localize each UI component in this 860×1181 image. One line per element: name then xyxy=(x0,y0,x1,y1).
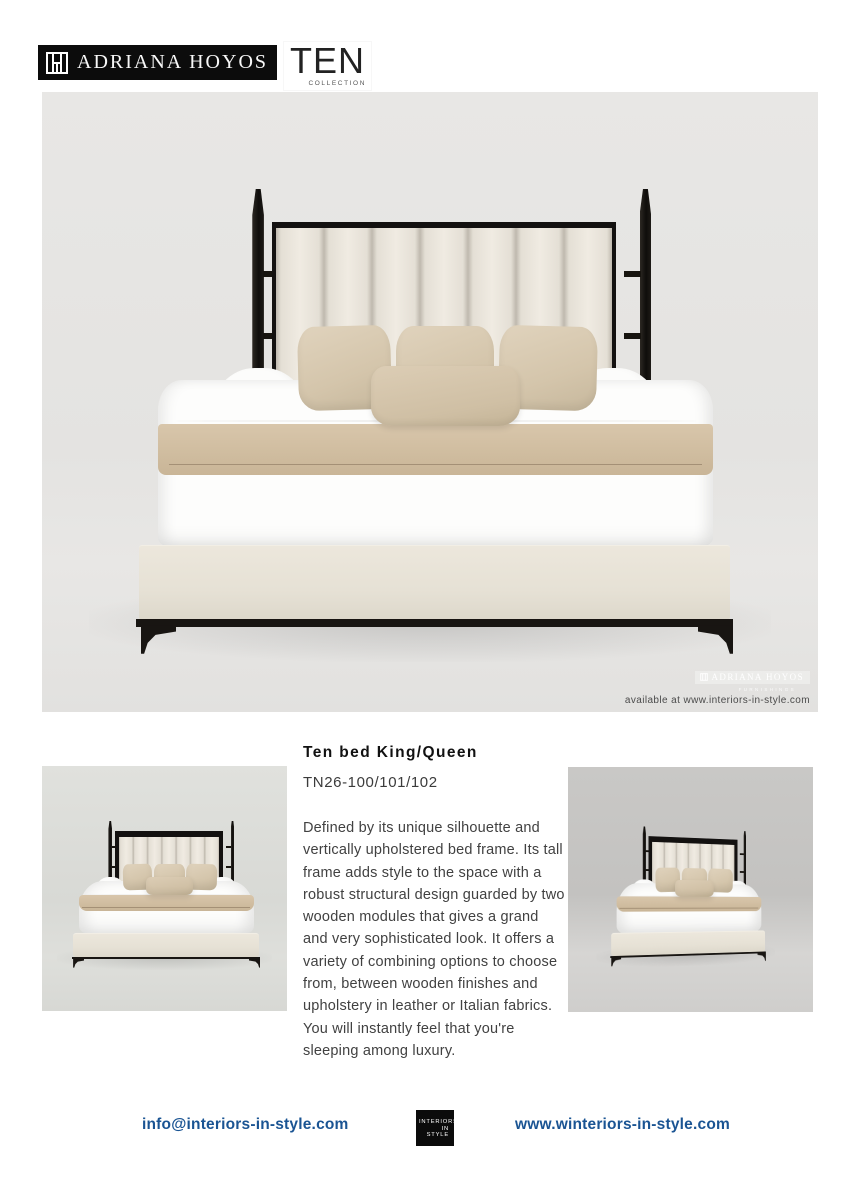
product-photo-front-thumbnail xyxy=(42,766,287,1011)
bed-bracket xyxy=(624,333,641,339)
bed-angle-view-small xyxy=(583,793,786,985)
bed-front-view xyxy=(42,92,818,712)
bed-bracket xyxy=(226,866,231,868)
collection-name: TEN xyxy=(290,40,365,81)
watermark-tagline: FURNISHINGS xyxy=(738,687,796,692)
product-info xyxy=(303,744,567,1077)
bed-runner-blanket xyxy=(616,896,761,911)
watermark-monogram-icon xyxy=(700,673,708,681)
bed-runner-blanket xyxy=(79,895,254,911)
collection-subtitle: COLLECTION xyxy=(308,80,366,87)
bed-front-view-small xyxy=(42,790,287,986)
footer-logo-line1: INTERIORS xyxy=(419,1118,458,1125)
product-sku: TN26-100/101/102 xyxy=(303,774,438,791)
lumbar-pillow xyxy=(675,880,714,898)
bed-base xyxy=(139,545,730,621)
footer-logo-line2: IN STYLE xyxy=(426,1125,449,1138)
bed-bracket xyxy=(624,271,641,277)
bed-base xyxy=(73,933,260,957)
bed-base-rail xyxy=(136,619,734,627)
watermark-brand-logo xyxy=(695,671,810,684)
product-photo-angle-thumbnail xyxy=(568,767,813,1012)
bed-base-rail xyxy=(72,957,261,960)
product-title: Ten bed King/Queen xyxy=(303,744,478,761)
website-link[interactable]: www.winteriors-in-style.com xyxy=(515,1116,730,1133)
lumbar-pillow xyxy=(146,877,193,896)
bed-bracket xyxy=(226,846,231,848)
brand-name: ADRIANA HOYOS xyxy=(77,51,269,73)
ten-collection-logo xyxy=(284,42,371,90)
adriana-hoyos-monogram-icon xyxy=(45,51,69,75)
product-description: Defined by its unique silhouette and vertically upholstered bed frame. Its tall frame adds style to the space with a robust structural design guarded by two wooden modules that gives a grand and very sophisticated look. It offers a variety of combining options to choose from, between wooden finishes and upholstery in leather or Italian fabrics. You will instantly feel that you're sleeping among luxury. xyxy=(303,820,565,1059)
bed-bracket xyxy=(740,854,744,856)
adriana-hoyos-logo xyxy=(38,45,277,80)
email-link[interactable]: info@interiors-in-style.com xyxy=(142,1116,349,1133)
bed-runner-blanket xyxy=(158,424,713,475)
interiors-in-style-logo xyxy=(416,1110,458,1146)
bed-bracket xyxy=(740,871,744,873)
availability-note: available at www.interiors-in-style.com xyxy=(624,695,810,706)
hero-product-photo xyxy=(42,92,818,712)
watermark-brand-name: ADRIANA HOYOS xyxy=(711,672,804,682)
lumbar-pillow xyxy=(371,366,520,426)
photo-watermark xyxy=(625,668,810,706)
bed-photo-illustration xyxy=(583,793,786,806)
